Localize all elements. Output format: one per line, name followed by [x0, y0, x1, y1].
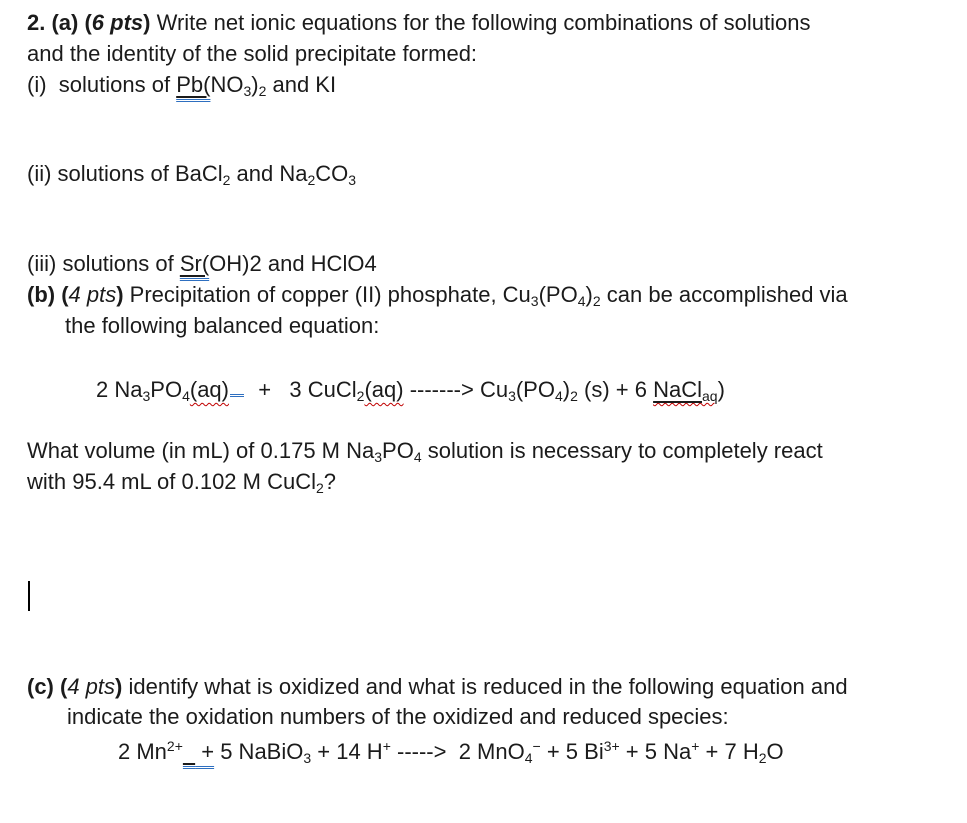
q2b-paren: ) — [585, 282, 593, 307]
volq-l2t2: ? — [323, 469, 337, 494]
eq2-s2: 3 — [303, 750, 312, 766]
eq1-t1: 2 Na — [96, 377, 143, 402]
item-iii-label: (iii) — [27, 251, 57, 276]
item-i-line — [27, 70, 336, 100]
eq1-s5: 4 — [554, 388, 563, 404]
q2b-sub2: 4 — [577, 293, 586, 309]
q2b-prompt-text2: can be accomplished via — [600, 282, 848, 307]
q2c-prompt-text: identify what is oxidized and what is reduced in the following equation and — [122, 674, 848, 699]
eq2-plus-sign: + — [195, 739, 215, 764]
q2c-line1 — [27, 672, 848, 702]
eq1-close-paren: ) — [717, 377, 725, 402]
q2a-line1 — [27, 8, 810, 38]
pb-underlined-text: Pb( — [176, 72, 211, 97]
balanced-equation-1 — [96, 375, 725, 405]
eq2-sup4: − — [532, 738, 541, 754]
q2a-number: 2. (a) — [27, 10, 85, 35]
volq-t2: PO — [382, 438, 414, 463]
q2c-line2 — [67, 702, 729, 732]
pts-paren-close: ) — [143, 10, 151, 35]
eq1-t7: (s) + 6 — [577, 377, 654, 402]
eq2-underscore-mark — [183, 739, 195, 764]
item-i-paren: ) — [251, 72, 259, 97]
item-i-text2: and KI — [266, 72, 337, 97]
q2a-prompt-text2: and the identity of the solid precipitate formed: — [27, 41, 478, 66]
q2b-line2 — [65, 311, 379, 341]
pts-value: 6 pts — [91, 10, 144, 35]
eq1-arrow: -------> — [403, 377, 480, 402]
item-ii-text1: solutions of BaCl — [51, 161, 223, 186]
q2c-pts-value: 4 pts — [67, 674, 116, 699]
eq2-sup6: + — [691, 738, 700, 754]
eq2-s4: 4 — [524, 750, 533, 766]
eq2-s7: 2 — [758, 750, 767, 766]
pts-paren-open: ( — [84, 10, 92, 35]
eq1-t5: (PO — [515, 377, 555, 402]
grammar-underline-mark — [230, 382, 244, 397]
sr-grammar-mark — [180, 251, 209, 276]
eq2-t8: O — [766, 739, 784, 764]
item-i-label: (i) — [27, 72, 47, 97]
q2b-number: (b) — [27, 282, 62, 307]
text-cursor — [28, 581, 30, 611]
item-ii-sub2: 2 — [307, 172, 316, 188]
q2b-sub3: 2 — [592, 293, 601, 309]
eq1-aq1-spellcheck: (aq) — [189, 377, 229, 402]
pb-grammar-mark — [176, 72, 210, 97]
sr-underlined-text: Sr( — [179, 251, 210, 276]
item-ii-sub3: 3 — [348, 172, 357, 188]
eq2-t2: 5 NaBiO — [214, 739, 304, 764]
item-i-text1: solutions of — [46, 72, 177, 97]
eq1-s1: 3 — [142, 388, 151, 404]
item-ii-sub1: 2 — [222, 172, 231, 188]
q2a-prompt-text: Write net ionic equations for the following combinations of solutions — [150, 10, 811, 35]
q2c-number: (c) — [27, 674, 60, 699]
volume-question-line2 — [27, 467, 336, 497]
volq-s2: 4 — [413, 449, 422, 465]
eq2-t5: + 5 Bi — [540, 739, 604, 764]
item-iii-text1: solutions of — [56, 251, 180, 276]
eq1-nacl-spellcheck — [653, 377, 717, 402]
item-i-formula: NO — [210, 72, 244, 97]
eq1-s6: 2 — [570, 388, 578, 404]
eq2-sup3: + — [382, 738, 391, 754]
volq-t1: What volume (in mL) of 0.175 M Na — [27, 438, 375, 463]
q2c-pts-paren-close: ) — [115, 674, 123, 699]
volq-s1: 3 — [374, 449, 383, 465]
volq-t3: solution is necessary to completely react — [421, 438, 823, 463]
item-iii-text2: OH)2 and HClO4 — [209, 251, 377, 276]
eq2-t6: + 5 Na — [619, 739, 692, 764]
eq1-t6: ) — [562, 377, 571, 402]
eq2-sup5: 3+ — [603, 738, 620, 754]
item-ii-text3: CO — [315, 161, 349, 186]
eq2-t7: + 7 H — [699, 739, 759, 764]
eq1-nacl-aq-sub: aq — [702, 388, 718, 404]
q2c-pts-paren-open: ( — [60, 674, 68, 699]
eq1-t4: Cu — [479, 377, 509, 402]
q2b-pts-paren-close: ) — [116, 282, 124, 307]
eq1-t3: + 3 CuCl — [246, 377, 357, 402]
redox-equation — [118, 737, 784, 767]
item-ii-line — [27, 159, 356, 189]
eq1-aq2-spellcheck: (aq) — [364, 377, 404, 402]
eq2-t4: 2 MnO — [452, 739, 525, 764]
q2b-pts-value: 4 pts — [68, 282, 117, 307]
item-ii-label: (ii) — [27, 161, 52, 186]
eq1-s2: 4 — [182, 388, 190, 404]
q2a-line2 — [27, 39, 477, 69]
item-i-sub2: 2 — [258, 83, 267, 99]
volume-question-line1 — [27, 436, 823, 466]
eq2-t1: 2 Mn — [118, 739, 167, 764]
q2b-prompt-text: Precipitation of copper (II) phosphate, Cu — [123, 282, 531, 307]
eq1-s4: 3 — [508, 388, 516, 404]
eq1-s3: 2 — [356, 388, 365, 404]
q2b-line1 — [27, 280, 848, 310]
item-i-sub3: 3 — [243, 83, 252, 99]
eq1-nacl-text: NaCl — [653, 377, 702, 402]
q2b-sub1: 3 — [530, 293, 539, 309]
volq-s3: 2 — [316, 480, 324, 496]
item-ii-text2: and Na — [230, 161, 308, 186]
eq2-t3: + 14 H — [311, 739, 383, 764]
eq2-arrow: -----> — [390, 739, 453, 764]
eq1-t2: PO — [150, 377, 183, 402]
item-iii-line — [27, 249, 377, 279]
q2c-prompt-text2: indicate the oxidation numbers of the oxidized and reduced species: — [67, 704, 729, 729]
q2b-prompt-text3: the following balanced equation: — [65, 313, 380, 338]
q2b-formula2: (PO — [538, 282, 578, 307]
q2b-pts-paren-open: ( — [61, 282, 69, 307]
volq-l2t1: with 95.4 mL of 0.102 M CuCl — [27, 469, 316, 494]
eq2-grammar-mark — [183, 739, 214, 764]
eq2-sup1: 2+ — [166, 738, 183, 754]
